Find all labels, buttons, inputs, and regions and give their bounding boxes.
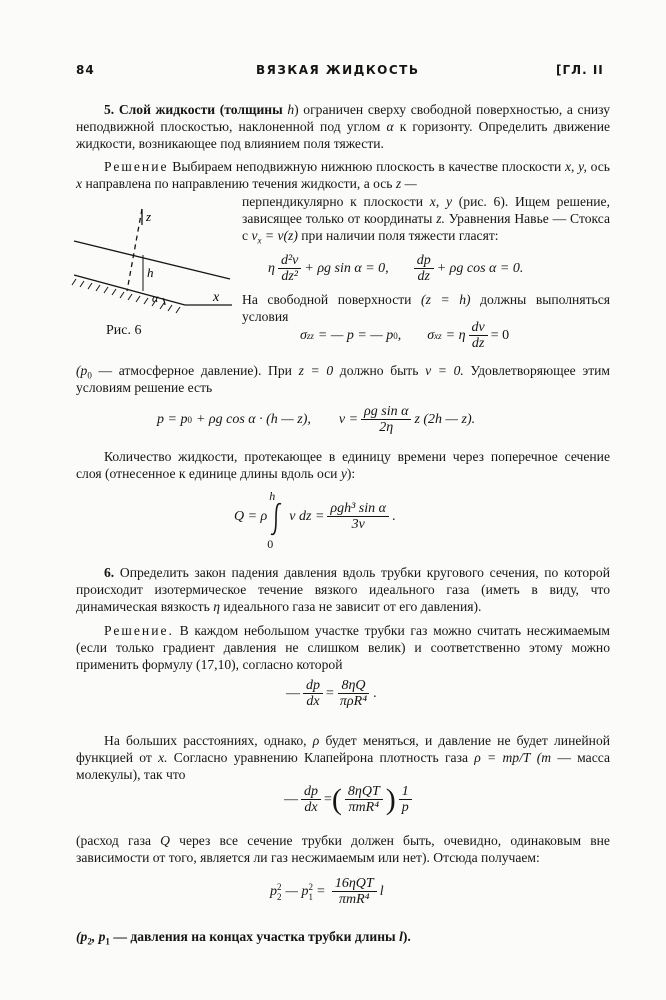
free-surface-text: На свободной поверхности (z = h) должны выполняться условия	[242, 292, 611, 325]
fig-x-label: x	[213, 290, 220, 305]
plane-hatching	[72, 279, 180, 313]
problem-5-right-text: перпендикулярно к плоскости x, y (рис. 6). Ищем решение, зависящее только от координаты z. Уравнения Навье — Стокса с $v_x = v(z)$ при наличии поля тяжести гласят:	[242, 194, 611, 247]
solution-label: Решение.	[104, 623, 174, 638]
solution-pressure-velocity: p = p 0 + ρg cos α · (h — z), v = $\frac{\text{ρg sin α}}{2\eta}$ z (2h — z).	[157, 404, 476, 435]
problem-6-statement: 6. Определить закон падения давления вдоль трубки кругового сечения, по которой происходит изотермическое течение вязкого идеального газа (иметь в виду, что динамическая вязкость η идеального газа не зависит от его давления).	[76, 565, 610, 615]
problem-6-solution: Решение. В каждом небольшом участке трубки газ можно считать несжимаемым (если только градиент давления не слишком велик) и соответственно этому можно применить формулу (17,10), согласно которой	[76, 623, 611, 673]
solution-label: Решение	[104, 159, 169, 174]
chapter-ref: [ГЛ. II	[556, 63, 604, 77]
pressure-squared-eq: p 2 2 — p 2 1 = 16ηQT πmR⁴ l	[270, 876, 384, 907]
clapeyron-paragraph: На больших расстояниях, однако, ρ будет меняться, и давление не будет линейной функцией от x. Согласно уравнению Клапейрона плотность газа ρ = mp/T (m — масса молекулы), так что	[76, 733, 611, 783]
flow-rate-integral: Q = ρ h 0 v dz = ρgh³ sin α 3ν .	[234, 489, 396, 551]
inclined-plane-line	[74, 275, 185, 305]
problem-number: 5.	[104, 102, 115, 117]
problem-5-solution-intro: Решение Выбираем неподвижную нижнюю плоскость в качестве плоскости x, y, ось x направлена по направлению течения жидкости, а ось z —	[76, 159, 611, 192]
figure-caption: Рис. 6	[106, 323, 142, 338]
pressure-gradient-eq: — $\frac{dp}{dx}$ = 8ηQ πρR⁴ .	[286, 678, 377, 709]
z-axis-dashed	[127, 209, 142, 291]
mass-flow-paragraph: (расход газа Q через все сечение трубки должен быть, очевидно, одинаковым вне зависимости от того, является ли газ несжимаемым или нет). Отсюда получаем:	[76, 833, 610, 866]
compressible-gradient-eq: — $\frac{dp}{dx}$ = ( 8ηQT πmR⁴ ) 1 p	[284, 784, 415, 816]
fig-h-label: h	[147, 265, 154, 280]
fig-alpha-label: α	[152, 291, 159, 305]
integral-sign: h 0	[267, 492, 289, 542]
fig-z-label: z	[146, 209, 152, 224]
boundary-conditions: σ zz = — p = — p 0 , σ xz = η $\frac{dv}{dz}$ = 0	[300, 320, 510, 351]
final-note: ($p_2$, $p_1$ — давления на концах участка трубки длины l).	[76, 929, 411, 947]
figure-6-inclined-layer	[70, 205, 235, 315]
problem-number: 6.	[104, 565, 115, 580]
page-number: 84	[76, 63, 95, 77]
problem-5-statement: 5. Слой жидкости (толщины h) ограничен сверху свободной поверхностью, а снизу неподвижной плоскостью, наклоненной под углом α к горизонту. Определить движение жидкости, возникающее под влиянием поля тяжести.	[76, 102, 611, 152]
flux-text: Количество жидкости, протекающее в единицу времени через поперечное сечение слоя (отнесенное к единице длины вдоль оси y):	[76, 449, 610, 482]
chapter-title: ВЯЗКАЯ ЖИДКОСТЬ	[256, 63, 420, 77]
atmospheric-pressure-note: ($p_0$ — атмосферное давление). При z = 0 должно быть v = 0. Удовлетворяющее этим условиям решение есть	[76, 363, 611, 396]
navier-stokes-equations: η d²v dz² + ρg sin α = 0, dp dz + ρg cos α = 0.	[268, 253, 524, 284]
